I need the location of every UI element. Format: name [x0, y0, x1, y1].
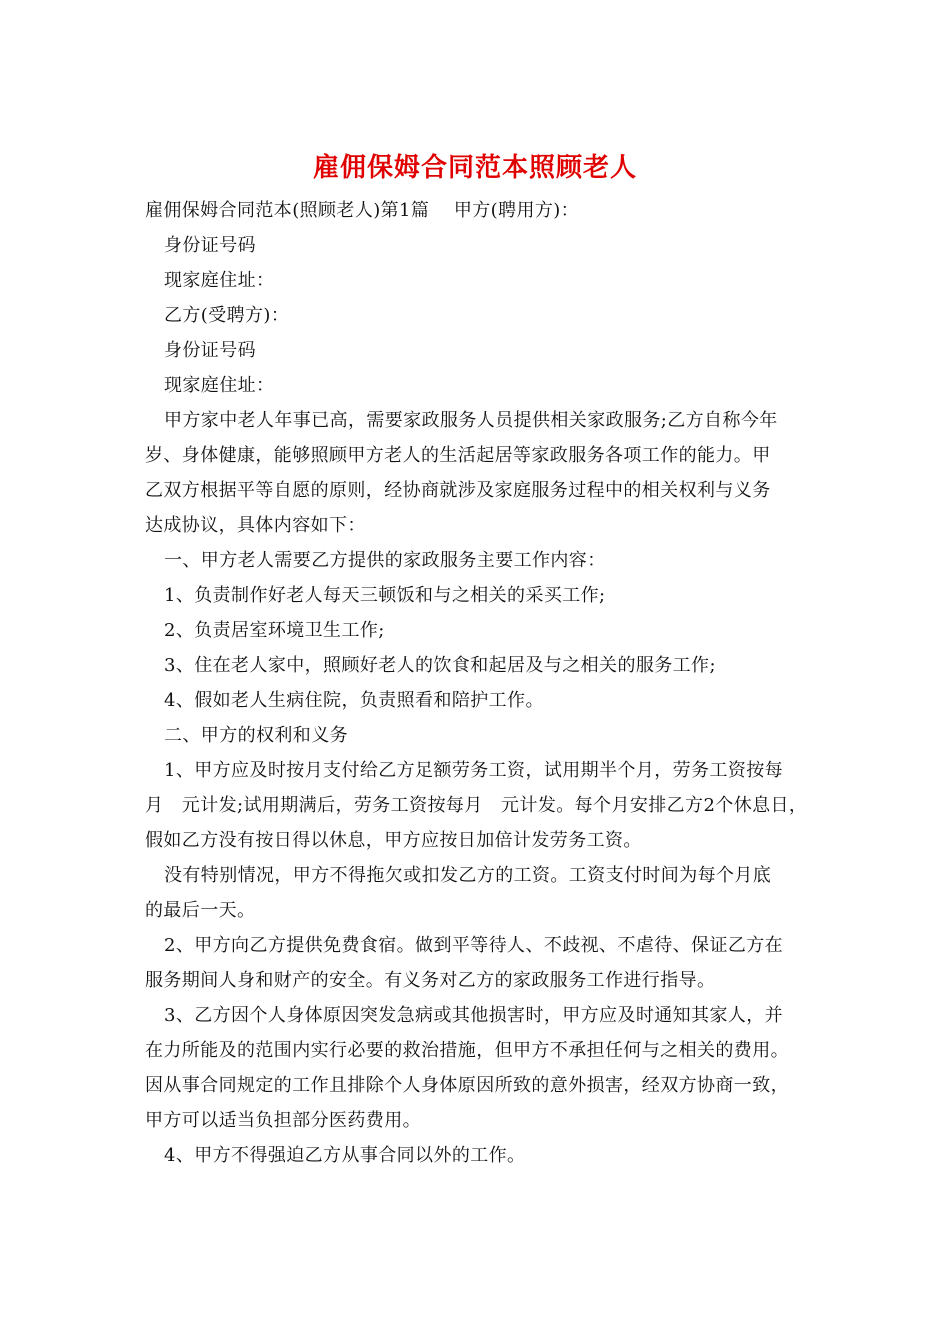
text-line: 身份证号码 — [164, 340, 256, 361]
text-line: 4、假如老人生病住院，负责照看和陪护工作。 — [164, 690, 544, 711]
text-line: 身份证号码 — [164, 235, 256, 256]
text-line: 假如乙方没有按日得以休息，甲方应按日加倍计发劳务工资。 — [145, 830, 642, 851]
text-line: 没有特别情况，甲方不得拖欠或扣发乙方的工资。工资支付时间为每个月底 — [164, 865, 772, 886]
text-line: 月 元计发;试用期满后，劳务工资按每月 元计发。每个月安排乙方2个休息日， — [145, 795, 808, 816]
text-line: 3、乙方因个人身体原因突发急病或其他损害时，甲方应及时通知其家人，并 — [164, 1005, 784, 1026]
text-line: 2、负责居室环境卫生工作; — [164, 620, 385, 641]
text-line: 在力所能及的范围内实行必要的救治措施，但甲方不承担任何与之相关的费用。 — [145, 1040, 789, 1061]
text-line: 1、负责制作好老人每天三顿饭和与之相关的采买工作; — [164, 585, 606, 606]
text-line: 3、住在老人家中，照顾好老人的饮食和起居及与之相关的服务工作; — [164, 655, 716, 676]
text-line: 岁、身体健康，能够照顾甲方老人的生活起居等家政服务各项工作的能力。甲 — [145, 445, 771, 466]
text-line: 服务期间人身和财产的安全。有义务对乙方的家政服务工作进行指导。 — [145, 970, 716, 991]
text-line: 甲方可以适当负担部分医药费用。 — [145, 1110, 421, 1131]
text-line: 4、甲方不得强迫乙方从事合同以外的工作。 — [164, 1145, 526, 1166]
text-line: 达成协议，具体内容如下： — [145, 515, 366, 536]
text-line: 因从事合同规定的工作且排除个人身体原因所致的意外损害，经双方协商一致， — [145, 1075, 789, 1096]
text-line: 乙方(受聘方)： — [164, 305, 290, 326]
text-line: 2、甲方向乙方提供免费食宿。做到平等待人、不歧视、不虐待、保证乙方在 — [164, 935, 784, 956]
document-title: 雇佣保姆合同范本照顾老人 — [312, 153, 637, 183]
text-line: 现家庭住址： — [164, 375, 275, 396]
text-line: 1、甲方应及时按月支付给乙方足额劳务工资，试用期半个月，劳务工资按每 — [164, 760, 784, 781]
text-line: 甲方家中老人年事已高，需要家政服务人员提供相关家政服务;乙方自称今年 — [164, 410, 778, 431]
text-line: 乙双方根据平等自愿的原则，经协商就涉及家庭服务过程中的相关权利与义务 — [145, 480, 771, 501]
text-line: 现家庭住址： — [164, 270, 275, 291]
text-line: 二、甲方的权利和义务 — [164, 725, 348, 746]
text-line: 雇佣保姆合同范本(照顾老人)第1篇 甲方(聘用方)： — [145, 200, 580, 221]
text-line: 的最后一天。 — [145, 900, 256, 921]
text-line: 一、甲方老人需要乙方提供的家政服务主要工作内容： — [164, 550, 606, 571]
